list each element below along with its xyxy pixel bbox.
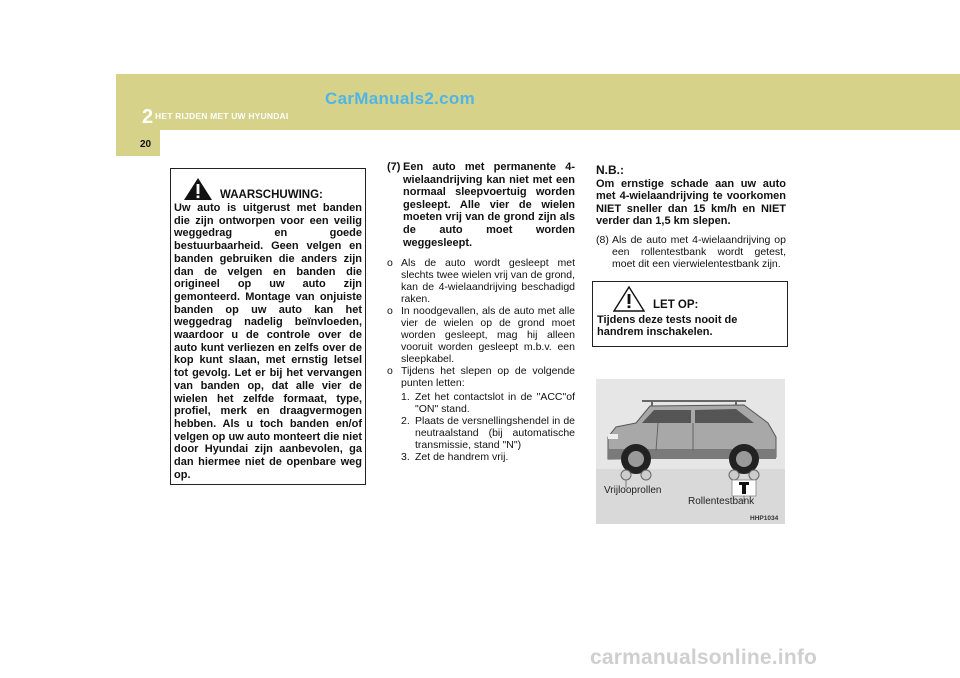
step-marker: 3. (401, 451, 410, 464)
step-text: Zet de handrem vrij. (415, 451, 509, 464)
step-text: Plaats de versnellingshendel in de neutraalstand (bij automatische transmissie, stand "N") (415, 415, 575, 452)
caution-title: LET OP: (653, 299, 699, 311)
page-number-tab (116, 130, 160, 156)
bullet-marker: o (387, 365, 393, 378)
chapter-number: 2 (142, 106, 154, 128)
towing-column (387, 161, 575, 463)
towing-item-7 (387, 161, 575, 249)
step-marker: 2. (401, 415, 410, 428)
bullet-text: Tijdens het slepen op de volgende punten letten: (401, 365, 575, 390)
figure-code: HHP1034 (750, 515, 779, 522)
step-marker: 1. (401, 391, 410, 404)
list-item (387, 257, 575, 305)
caution-body: Tijdens deze tests nooit de handrem inschakelen. (597, 314, 738, 339)
chapter-title: HET RIJDEN MET UW HYUNDAI (155, 111, 289, 121)
item-text: Als de auto met 4-wielaandrijving op een rollentestbank wordt getest, moet dit een vierwielentestbank zijn. (612, 233, 786, 270)
page-number: 20 (140, 139, 152, 150)
bullet-marker: o (387, 305, 393, 318)
step-item (401, 451, 575, 463)
watermark-top[interactable]: CarManuals2.com (325, 89, 475, 108)
bullet-text: Als de auto wordt gesleept met slechts twee wielen vrij van de grond, kan de 4-wielaandrijving beschadigd raken. (401, 257, 575, 306)
watermark-bottom[interactable]: carmanualsonline.info (590, 646, 818, 669)
header-bar (116, 74, 960, 130)
bullet-marker: o (387, 257, 393, 270)
list-item (387, 365, 575, 389)
warning-box (170, 168, 366, 485)
step-text: Zet het contactslot in de "ACC"of "ON" stand. (415, 391, 575, 416)
warning-title: WAARSCHUWING: (220, 189, 323, 201)
dyno-item-8 (596, 234, 786, 270)
warning-body: Uw auto is uitgerust met banden die zijn ontworpen voor een veilig weggedrag en goede bestuurbaarheid. Geen velgen en banden gebruiken die anders zijn dan de velgen en banden die origineel op uw auto zijn gemonteerd. Montage van onjuiste banden op uw auto kan het weggedrag nadelig beïnvloeden, waardoor u de controle over de auto kunt verliezen en zelfs over de kop kunt slaan, met ernstig letsel tot gevolg. Let er bij het vervangen van banden op, dat alle vier de wielen het zelfde formaat, type, profiel, merk en draagvermogen hebben. Als u toch banden en/of velgen op uw auto monteert die niet door Hyundai zijn aanbevolen, ga dan hiermee niet de openbare weg op. (174, 202, 362, 481)
warning-header (174, 177, 362, 201)
note-column (596, 164, 786, 270)
bullet-text: In noodgevallen, als de auto met alle vier de wielen op de grond moet worden gesleept, mag hij alleen vooruit worden gesleept m.b.v. een sleepkabel. (401, 305, 575, 366)
list-item (387, 305, 575, 365)
warning-triangle-icon (183, 177, 213, 201)
step-item (401, 391, 575, 415)
free-rollers-label: Vrijlooprollen (604, 485, 662, 496)
caution-header (597, 286, 784, 312)
note-body: Om ernstige schade aan uw auto met 4-wielaandrijving te voorkomen NIET sneller dan 15 km/h en NIET verder dan 1,5 km slepen. (596, 178, 786, 228)
caution-box (592, 281, 788, 347)
item-text: Een auto met permanente 4-wielaandrijving kan niet met een normaal sleepvoertuig worden gesleept. Alle vier de wielen moeten vrij van de grond zijn als de auto moet worden weggesleept. (403, 161, 575, 249)
item-number: (7) (387, 161, 401, 173)
step-item (401, 415, 575, 451)
item-number: (8) (596, 233, 609, 246)
dynamometer-figure (596, 379, 785, 524)
dynamometer-label: Rollentestbank (688, 496, 755, 507)
note-title: N.B.: (596, 163, 624, 177)
caution-triangle-icon (613, 286, 645, 312)
